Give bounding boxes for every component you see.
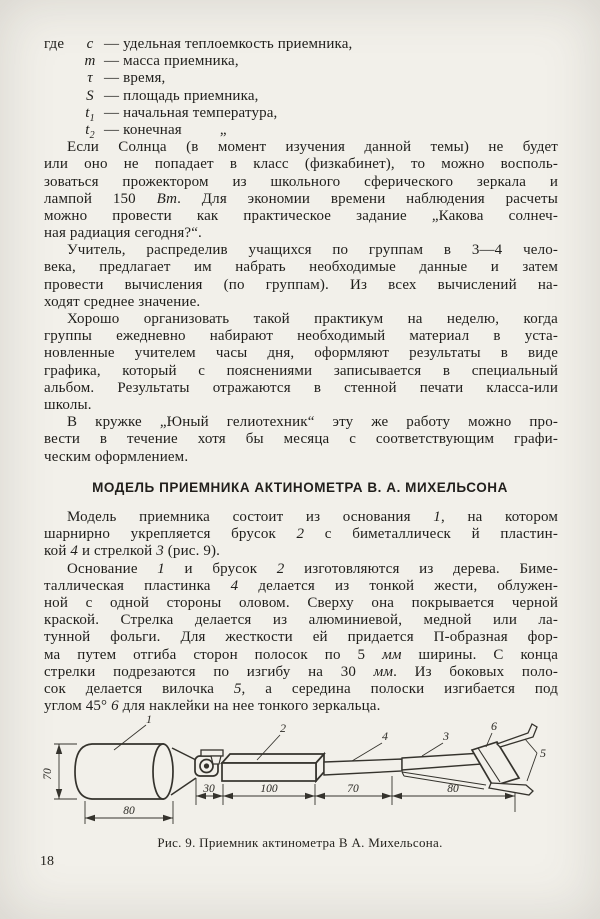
definition-line: S — площадь приемника, [44,88,558,105]
variable-description: масса приемника, [123,53,239,70]
text-line: группы ежедневно набирают необходимый материал в уста- [44,328,558,345]
text-line: школы. [44,396,92,413]
text-line: Если Солнца (в момент изучения данной темы) не будет [67,139,558,156]
text-line: лампой 150 Вт. Для экономии времени наблюдения расчеты [44,190,558,207]
text-line: века, предлагает им набрать необходимые данные и затем [44,259,558,276]
variable-description: время, [123,70,166,87]
dim-30: 30 [203,783,215,795]
variable-symbol: m [84,53,96,70]
text-line: ходят среднее значение. [44,293,201,310]
definition-line: где c — удельная теплоемкость приемника, [44,36,353,52]
text-line: Учитель, распределив учащихся по группам в 3—4 чело- [67,242,558,259]
text-line: ма путем отгиба сторон полосок по 5 мм ширины. С конца [44,646,558,663]
definition-line: $t_2$ — конечная „ [44,122,558,139]
text-line: ной с одной стороны оловом. Сверху она покрывается черной [44,594,558,611]
definition-line: τ — время, [44,70,558,87]
text-line: тунной фольги. Для жесткости ей придается П-образная фор- [44,629,558,646]
text-line: провести вычисления (по группам). Из всех вычислений на- [44,276,558,293]
figure-9 [30,712,570,836]
text-line: Модель приемника состоит из основания 1, на котором [67,509,558,525]
dim-100: 100 [260,783,278,795]
variable-description: удельная теплоемкость приемника, [123,36,353,52]
text-line: кой 4 и стрелкой 3 (рис. 9). [44,543,221,560]
text-line: зоваться прожектором из школьного сферического зеркала и [44,173,558,190]
variable-symbol: $t_2$ [85,121,95,141]
part-label-2: 2 [280,721,286,735]
dim-70: 70 [347,783,359,795]
text-line: таллическая пластинка 4 делается из тонкой жести, облужен- [44,577,558,594]
text-line: Хорошо организовать такой практикум на неделю, когда [67,311,558,327]
part-label-4: 4 [382,729,388,743]
figure-caption: Рис. 9. Приемник актинометра В А. Михельсона. [157,835,443,850]
definitions-block [44,36,558,139]
body-paragraphs-2 [44,509,558,715]
text-line: углом 45° 6 для наклейки на нее тонкого зеркальца. [44,698,381,715]
dim-80: 80 [447,783,459,795]
text-line: графика, который с пояснениями записывается в специальный [44,362,558,379]
variable-description: конечная [123,121,182,138]
ditto-mark: „ [219,121,227,138]
dim-80-cylinder: 80 [123,805,135,817]
text-line: сок делается вилочка 5, а середина полоски изгибается под [44,680,558,697]
text-line: можно провести как практическое задание „Какова солнеч- [44,207,558,224]
definition-line: $t_1$ — начальная температура, [44,105,558,122]
text-line: ная радиация сегодня?“. [44,225,202,242]
variable-description: площадь приемника, [123,87,259,104]
part-label-6: 6 [491,719,497,733]
actinometer-drawing [30,712,570,836]
text-line: Основание 1 и брусок 2 изготовляются из дерева. Биме- [67,560,558,577]
text-line: альбом. Результаты отражаются в стенной печати класса-или [44,379,558,396]
text-column-top [44,36,558,466]
body-paragraphs-1 [44,139,558,466]
part-label-3: 3 [443,729,449,743]
variable-symbol: S [86,87,94,104]
variable-symbol: τ [87,70,93,87]
variable-symbol: c [86,36,94,52]
variable-symbol: $t_1$ [85,104,95,124]
text-line: В кружке „Юный гелиотехник“ эту же работу можно про- [67,414,558,431]
text-line: новленные учителем часы дня, оформляют результаты в виде [44,345,558,362]
variable-description: начальная температура, [123,104,278,121]
definitions-intro: где [44,36,65,52]
text-line: стрелки подрезаются по изгибу на 30 мм. Из боковых поло- [44,663,558,680]
part-label-1: 1 [146,712,152,726]
part-label-5: 5 [540,746,546,760]
text-line: краской. Стрелка делается из алюминиевой, медной или ла- [44,612,558,629]
definition-line: m — масса приемника, [44,53,558,70]
text-line: вести в течение хотя бы месяца с соответствующим графи- [44,431,558,448]
text-column-bottom [44,509,558,715]
text-line: шарнирно укрепляется брусок 2 с биметаллическ й пластин- [44,526,558,543]
text-line: ческим оформлением. [44,448,189,465]
section-heading: МОДЕЛЬ ПРИЕМНИКА АКТИНОМЕТРА В. А. МИХЕЛЬСОНА [92,480,508,495]
text-line: или оно не попадает в класс (физкабинет), то можно восполь- [44,156,558,173]
page-number: 18 [40,854,54,869]
receiver-parts [75,724,537,799]
dim-70-vertical: 70 [42,768,54,780]
